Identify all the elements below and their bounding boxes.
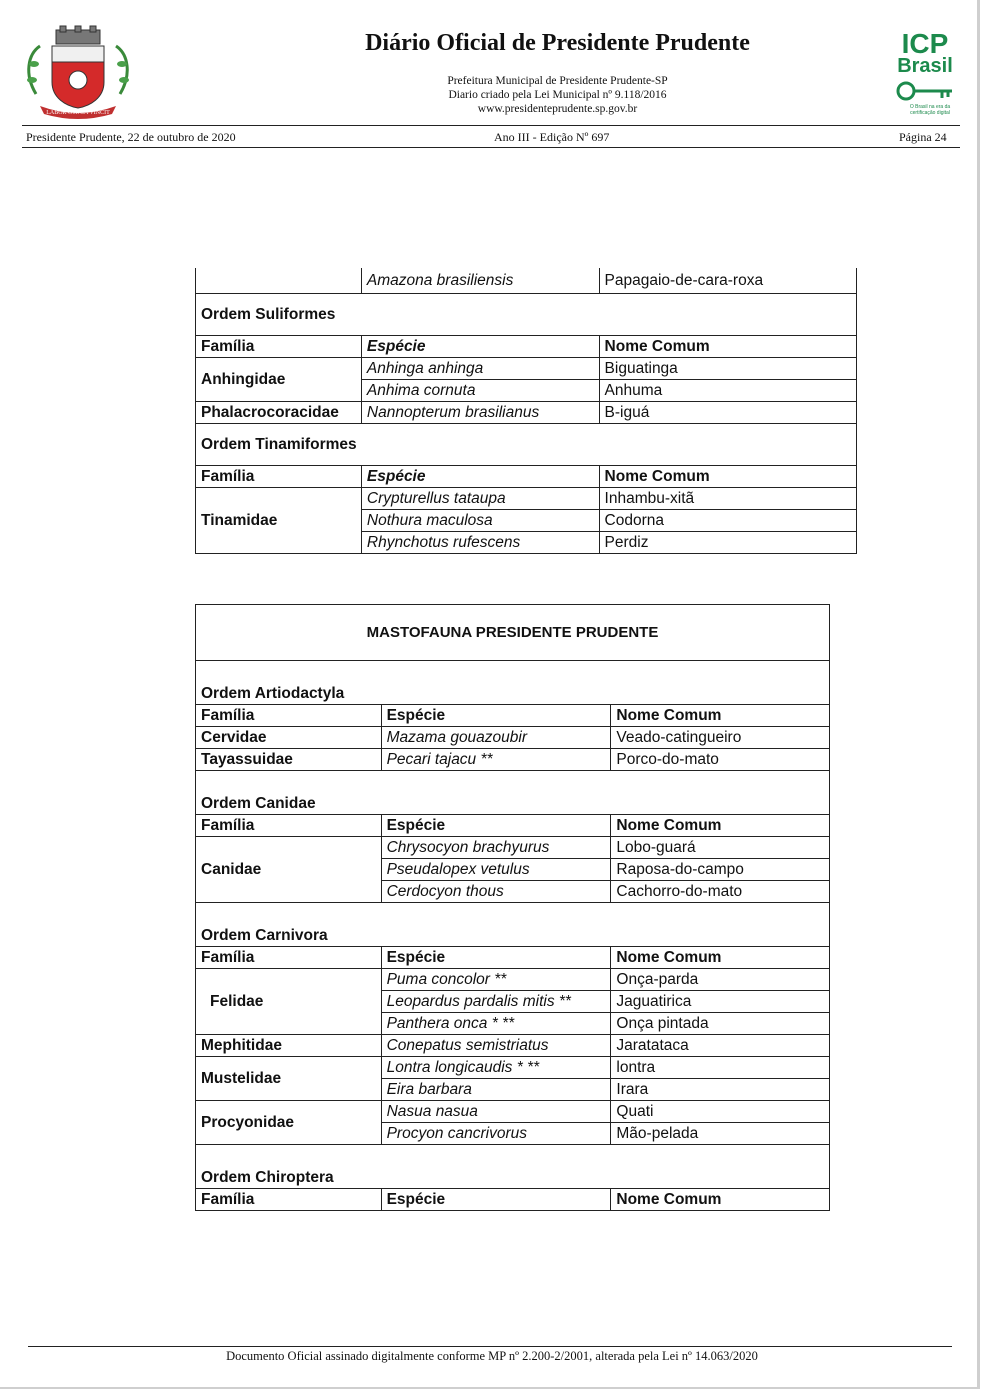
table-header-row: Família Espécie Nome Comum	[196, 815, 830, 837]
svg-text:LABOR OMNIA VINCIT: LABOR OMNIA VINCIT	[46, 110, 110, 116]
header-website[interactable]: www.presidenteprudente.sp.gov.br	[477, 103, 638, 115]
familia-phalacrocoracidae: Phalacrocoracidae	[196, 401, 362, 423]
table-row: Panthera onca * ** Onça pintada	[196, 1013, 830, 1035]
table-row: Leopardus pardalis mitis ** Jaguatirica	[196, 991, 830, 1013]
table-row: Anhima cornuta Anhuma	[196, 379, 857, 401]
table-row: Mephitidae Conepatus semistriatus Jaratataca	[196, 1035, 830, 1057]
header-rule-bottom	[22, 147, 960, 148]
ordem-artiodactyla: Ordem Artiodactyla	[196, 661, 830, 705]
table-row: Anhingidae Anhinga anhinga Biguatinga	[196, 357, 857, 379]
table-row: Canidae Chrysocyon brachyurus Lobo-guará	[196, 837, 830, 859]
table-row: Felidae Puma concolor ** Onça-parda	[196, 969, 830, 991]
ordem-canidae: Ordem Canidae	[196, 771, 830, 815]
footer-signature-note: Documento Oficial assinado digitalmente conforme MP nº 2.200-2/2001, alterada pela Lei nº 14.063/2020	[226, 1349, 758, 1363]
table-header-row: Família Espécie Nome Comum	[196, 465, 857, 487]
table-header-row: Família Espécie Nome Comum	[196, 1189, 830, 1211]
table-header-row: Família Espécie Nome Comum	[196, 947, 830, 969]
table-row: Mustelidae Lontra longicaudis * ** lontra	[196, 1057, 830, 1079]
municipal-crest-logo	[22, 24, 134, 120]
ordem-row	[196, 423, 857, 465]
page-number: Página 24	[899, 130, 947, 144]
ordem-row	[196, 293, 857, 335]
table-row: Procyonidae Nasua nasua Quati	[196, 1101, 830, 1123]
key-icon	[896, 78, 956, 104]
issue-edition: Ano III - Edição Nº 697	[494, 130, 610, 144]
table-row: Nothura maculosa Codorna	[196, 509, 857, 531]
table-row: Eira barbara Irara	[196, 1079, 830, 1101]
header-rule-top	[22, 125, 960, 126]
gazette-title: Diário Oficial de Presidente Prudente	[365, 30, 750, 56]
familia-mephitidae: Mephitidae	[196, 1035, 382, 1057]
mastofauna-title: MASTOFAUNA PRESIDENTE PRUDENTE	[196, 605, 830, 661]
table-row: Amazona brasiliensis Papagaio-de-cara-roxa	[196, 268, 857, 293]
ordem-chiroptera: Ordem Chiroptera	[196, 1145, 830, 1189]
table-row: Tinamidae Crypturellus tataupa Inhambu-xitã	[196, 487, 857, 509]
ordem-carnivora: Ordem Carnivora	[196, 903, 830, 947]
icp-brasil-logo: ICP Brasil O Brasil na era da certificação digital	[890, 30, 960, 120]
ordem-suliformes: Ordem Suliformes	[196, 293, 857, 335]
table-row: Pseudalopex vetulus Raposa-do-campo	[196, 859, 830, 881]
familia-tinamidae: Tinamidae	[196, 487, 362, 553]
mastofauna-table	[195, 604, 830, 1211]
table-row: Rhynchotus rufescens Perdiz	[196, 531, 857, 553]
table-row: Cervidae Mazama gouazoubir Veado-catingueiro	[196, 727, 830, 749]
table-row: Procyon cancrivorus Mão-pelada	[196, 1123, 830, 1145]
ordem-row	[196, 661, 830, 705]
ordem-row	[196, 771, 830, 815]
table-row: Phalacrocoracidae Nannopterum brasilianus B-iguá	[196, 401, 857, 423]
table-header-row: Família Espécie Nome Comum	[196, 705, 830, 727]
table-row: Cerdocyon thous Cachorro-do-mato	[196, 881, 830, 903]
header-subtitle-1: Prefeitura Municipal de Presidente Prudente-SP	[447, 75, 668, 87]
familia-mustelidae: Mustelidae	[196, 1057, 382, 1101]
table-header-row: Família Espécie Nome Comum	[196, 335, 857, 357]
table-row: Tayassuidae Pecari tajacu ** Porco-do-mato	[196, 749, 830, 771]
familia-canidae: Canidae	[196, 837, 382, 903]
familia-anhingidae: Anhingidae	[196, 357, 362, 401]
issue-date: Presidente Prudente, 22 de outubro de 2020	[26, 130, 236, 144]
ordem-row	[196, 1145, 830, 1189]
familia-felidae: Felidae	[196, 969, 382, 1035]
aves-table	[195, 268, 857, 554]
header-subtitle-2: Diario criado pela Lei Municipal nº 9.118/2016	[448, 89, 667, 101]
familia-procyonidae: Procyonidae	[196, 1101, 382, 1145]
footer-rule	[28, 1346, 952, 1347]
ordem-row	[196, 903, 830, 947]
ordem-tinamiformes: Ordem Tinamiformes	[196, 423, 857, 465]
